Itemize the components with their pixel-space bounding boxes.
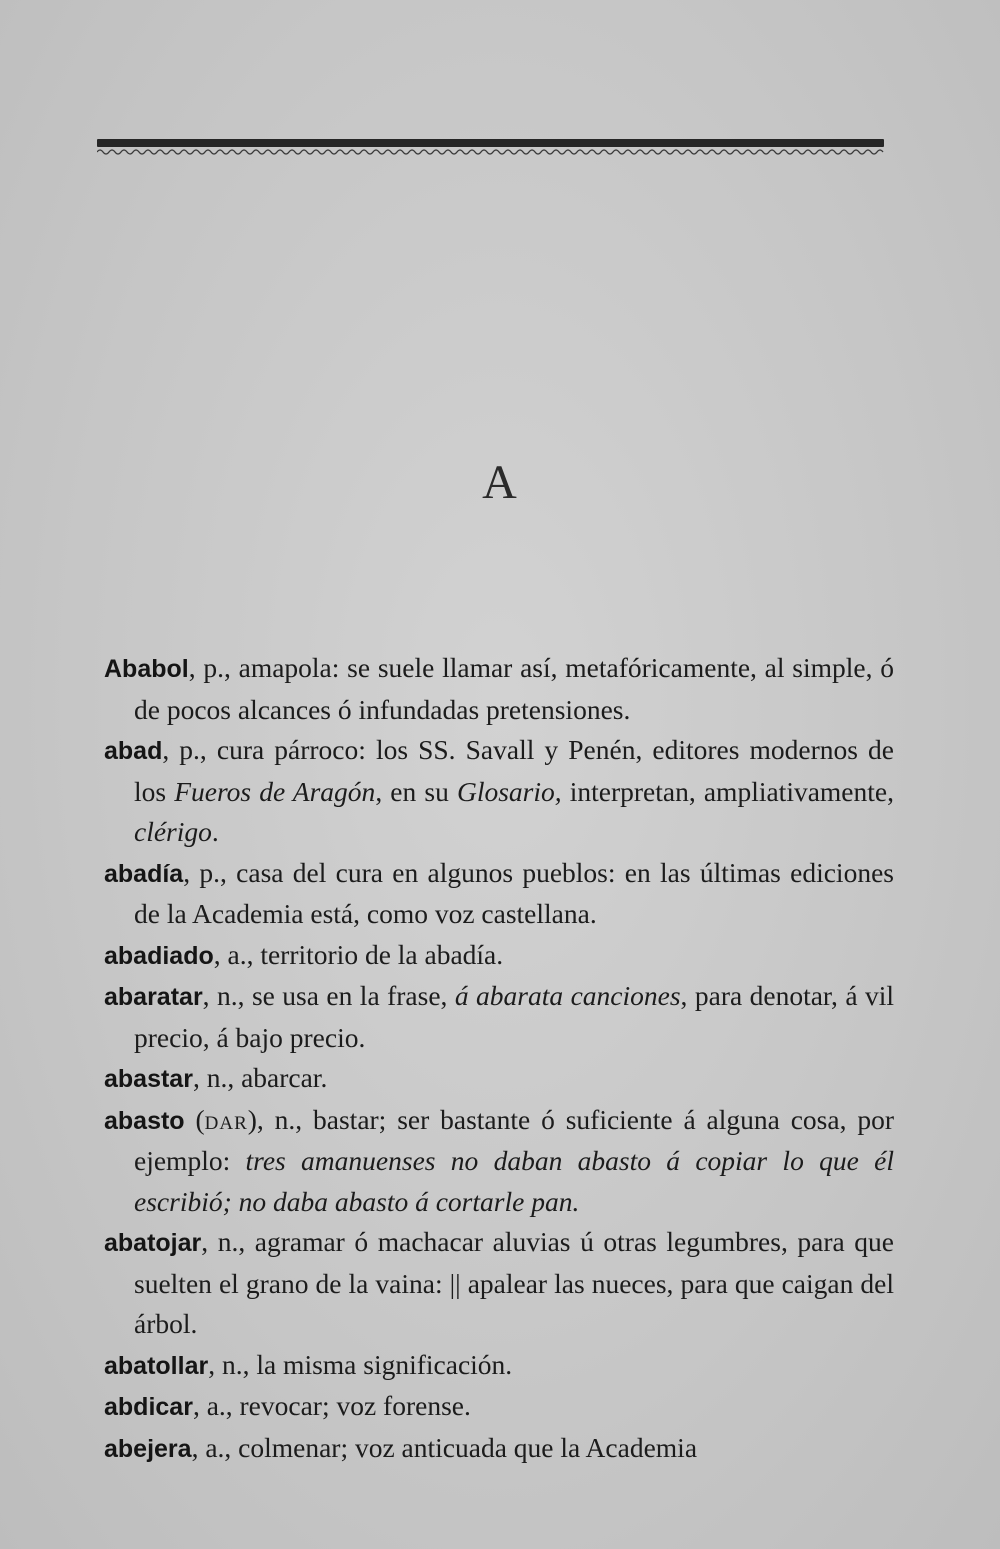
header-ornament [97,148,884,157]
definition: , a., revocar; voz forense. [192,1390,471,1421]
definition: , n., la misma significación. [208,1348,513,1380]
entry-abaratar [104,976,894,1058]
entry-abatollar [104,1345,894,1387]
headword: abejera [104,1434,192,1463]
entry-ababol [104,648,894,730]
headword: Ababol [104,655,189,683]
entry-abad [104,730,894,853]
definition: , p., amapola: se suele llamar así, metafóricamente, al simple, ó de pocos alcances ó infundadas pretensiones. [134,652,894,725]
headword: abad [104,737,163,765]
entry-abadiado [104,935,894,977]
definition: ), n., bastar; ser bastante ó suficiente á alguna cosa, por ejemplo: [134,1103,894,1176]
entry-abastar [104,1058,894,1100]
definition-italic: Glosario, [456,775,562,807]
definition: , n., se usa en la frase, [202,980,455,1011]
headword: abadiado [104,941,214,970]
definition: , p., cura párroco: los SS. Savall y Penén, editores modernos de los [134,734,894,807]
definition: interpretan, ampliativamente, [561,775,894,807]
definition: , p., casa del cura en algunos pueblos: en las últimas ediciones de la Academia está, como voz castellana. [134,856,894,929]
entry-abatojar [104,1222,894,1345]
headword: abatollar [104,1351,209,1380]
headword: abdicar [104,1393,193,1421]
definition: , en su [375,775,457,807]
entry-abasto [104,1100,894,1223]
headword: abaratar [104,983,203,1011]
definition: , n., abarcar. [192,1062,328,1093]
definition: , n., agramar ó machacar aluvias ú otras legumbres, para que suelten el grano de la vaina: || apalear las nueces, para que caigan del árbol. [134,1226,894,1339]
entry-abdicar [104,1386,894,1428]
definition: ( [184,1103,205,1135]
header-rule [97,139,884,147]
headword: abastar [104,1065,193,1093]
definition-italic: á abarata canciones [454,980,681,1011]
entry-abadia [104,853,894,935]
entries-list [104,648,894,1469]
definition: , para denotar, á vil precio, á bajo precio. [134,980,894,1053]
section-letter: A [482,456,518,509]
headword: abatojar [104,1229,202,1257]
entry-abejera [104,1428,894,1470]
definition-italic: Fueros de Aragón [174,775,376,807]
definition-italic: clérigo [134,816,212,847]
definition-italic: tres amanuenses no daban abasto á copiar lo que él escribió; no daba abasto á cortarle pan. [134,1145,894,1217]
definition: , a., territorio de la abadía. [213,938,504,970]
headword: abasto [104,1106,185,1135]
definition: . [211,816,219,847]
definition-smallcaps: dar [204,1103,248,1135]
definition: , a., colmenar; voz anticuada que la Academia [191,1431,698,1463]
headword: abadía [104,859,184,888]
